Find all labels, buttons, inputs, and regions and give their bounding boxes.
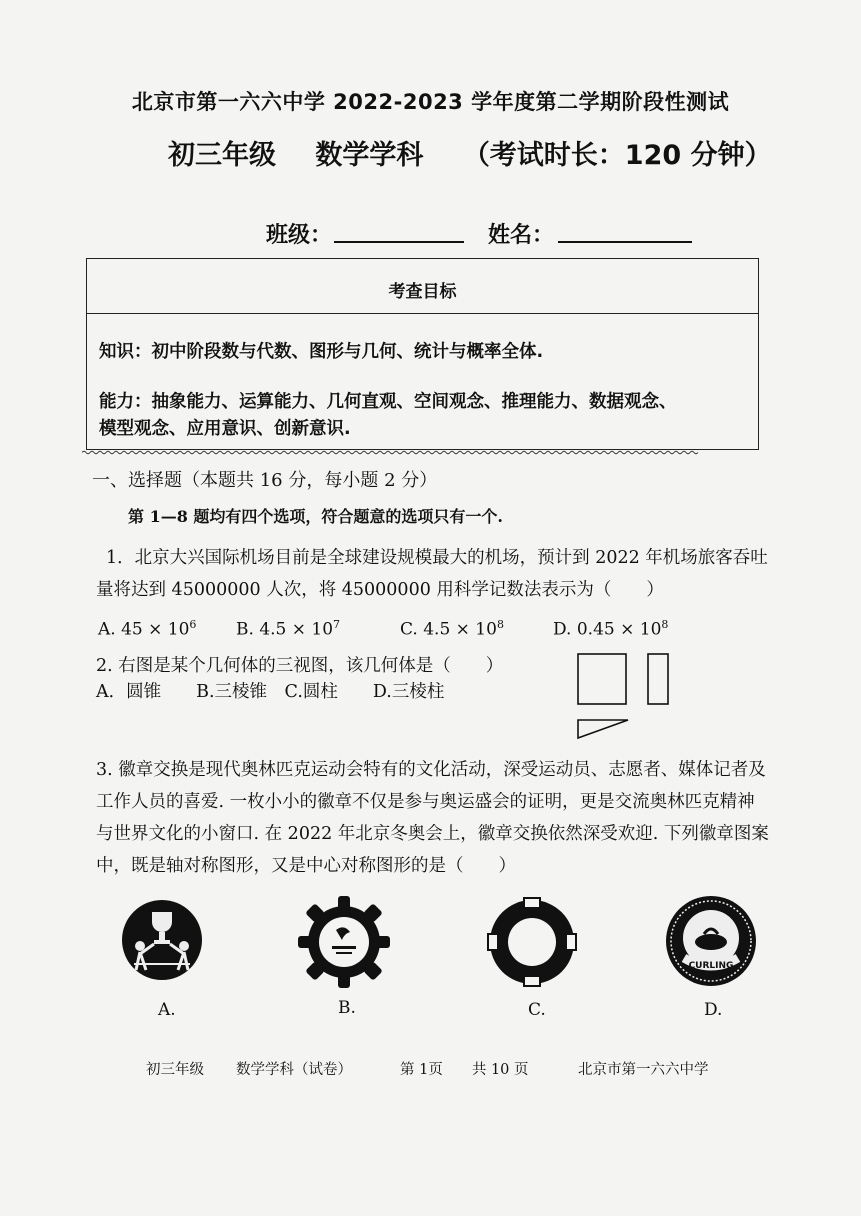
question-3-line1: 3. 徽章交换是现代奥林匹克运动会特有的文化活动，深受运动员、志愿者、媒体记者及 xyxy=(96,760,766,780)
exam-subtitle xyxy=(168,133,772,172)
badge-b-label: B. xyxy=(338,998,356,1018)
three-view-diagram xyxy=(570,650,680,745)
question-1-line2: 量将达到 45000000 人次，将 45000000 用科学记数法表示为（ ） xyxy=(96,580,664,600)
q1-option-c: C. $4.5 \times 10^8$ xyxy=(400,618,504,640)
question-2-options: A．圆锥 B.三棱锥 C.圆柱 D.三棱柱 xyxy=(96,682,445,702)
goals-ability-line1: 能力：抽象能力、运算能力、几何直观、空间观念、推理能力、数据观念、 xyxy=(99,392,677,412)
top-view-triangle xyxy=(578,720,628,738)
class-field-label: 班级： xyxy=(266,223,333,248)
subject-label: 数学学科 xyxy=(315,140,424,171)
question-1-line1: 1．北京大兴国际机场目前是全球建设规模最大的机场，预计到 2022 年机场旅客吞吐 xyxy=(106,548,768,568)
wavy-divider xyxy=(82,450,760,455)
name-field-label: 姓名： xyxy=(488,223,555,248)
footer-subject: 数学学科（试卷） xyxy=(236,1062,352,1078)
q1-option-d: D. $0.45 \times 10^8$ xyxy=(553,618,669,640)
side-view-rect xyxy=(648,654,668,704)
goals-heading: 考查目标 xyxy=(87,259,758,314)
name-field-line xyxy=(558,241,692,243)
exam-title: 北京市第一六六中学 2022-2023 学年度第二学期阶段性测试 xyxy=(131,90,730,114)
badge-c-label: C. xyxy=(528,1000,546,1020)
goals-knowledge: 知识：初中阶段数与代数、图形与几何、统计与概率全体. xyxy=(99,342,544,362)
front-view-rect xyxy=(578,654,626,704)
curling-badge-icon xyxy=(664,894,758,988)
grade-label: 初三年级 xyxy=(168,140,276,171)
section-title: 一、选择题（本题共 16 分，每小题 2 分） xyxy=(92,470,438,491)
duration-label: （考试时长：120 分钟） xyxy=(462,140,772,171)
question-3-line4: 中，既是轴对称图形，又是中心对称图形的是（ ） xyxy=(96,856,516,876)
badge-d-label: D. xyxy=(704,1000,723,1020)
footer-page-number: 第 1页 共 10 页 xyxy=(400,1062,529,1078)
section-instruction: 第 1—8 题均有四个选项，符合题意的选项只有一个. xyxy=(128,507,503,526)
footer-school: 北京市第一六六中学 xyxy=(578,1062,709,1078)
class-field-line xyxy=(334,241,464,243)
q1-option-b: B. $4.5 \times 10^7$ xyxy=(236,618,341,640)
lifebuoy-badge-icon xyxy=(486,896,578,988)
question-3-line2: 工作人员的喜爱. 一枚小小的徽章不仅是参与奥运盛会的证明，更是交流奥林匹克精神 xyxy=(96,792,755,812)
q1-option-a: A. $45 \times 10^6$ xyxy=(98,618,197,640)
exam-goals-box xyxy=(86,258,759,450)
goals-ability-line2: 模型观念、应用意识、创新意识. xyxy=(99,419,351,439)
trophy-badge-icon xyxy=(120,898,204,982)
curling-badge-text: CURLING xyxy=(688,961,734,971)
question-2-stem: 2. 右图是某个几何体的三视图，该几何体是（ ） xyxy=(96,656,504,676)
footer-grade: 初三年级 xyxy=(146,1062,204,1078)
snowflake-badge-icon xyxy=(296,894,392,990)
badge-a-label: A. xyxy=(158,1000,176,1020)
question-3-line3: 与世界文化的小窗口. 在 2022 年北京冬奥会上，徽章交换依然深受欢迎. 下列徽章图案 xyxy=(96,824,769,844)
